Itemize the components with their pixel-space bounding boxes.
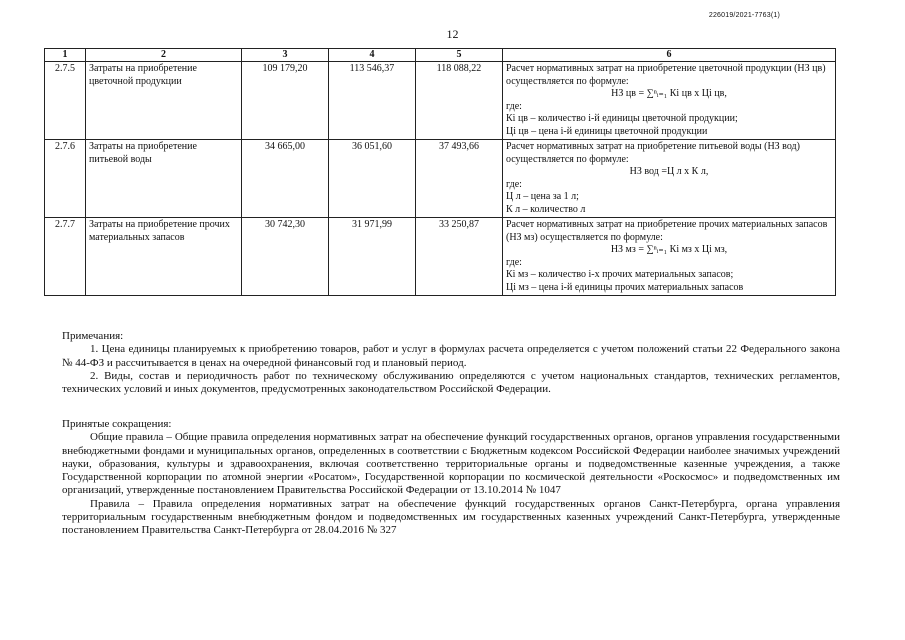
row-name: Затраты на приобретение питьевой воды [86, 140, 242, 218]
abbreviations-title: Принятые сокращения: [62, 418, 172, 430]
table-row [45, 140, 836, 218]
definition: Кi цв – количество i-й единицы цветочной продукции; [506, 113, 738, 124]
definition: Цi цв – цена i-й единицы цветочной продукции [506, 125, 708, 137]
definition: Цi мз – цена i-й единицы прочих материальных запасов [506, 281, 744, 293]
definition: К л – количество л [506, 203, 586, 215]
note-item: 2. Виды, состав и периодичность работ по техническому обслуживанию определяются с учетом национальных стандартов, технических регламентов, технических условий и иных документов, предусмотренных законодательством Российской Федерации. [62, 369, 840, 396]
column-header: 6 [503, 49, 836, 62]
column-header: 4 [329, 49, 416, 62]
row-value-1: 109 179,20 [242, 62, 329, 140]
row-description [503, 140, 836, 218]
description-intro: Расчет нормативных затрат на приобретение питьевой воды (НЗ вод) осуществляется по формуле: [506, 141, 800, 165]
row-description [503, 218, 836, 296]
row-value-3: 37 493,66 [416, 140, 503, 218]
row-name: Затраты на приобретение цветочной продукции [86, 62, 242, 140]
where-label: где: [506, 100, 522, 112]
row-value-1: 34 665,00 [242, 140, 329, 218]
row-value-2: 36 051,60 [329, 140, 416, 218]
row-code: 2.7.7 [45, 218, 86, 296]
column-header: 3 [242, 49, 329, 62]
cost-table [44, 48, 836, 296]
page-number: 12 [446, 27, 459, 41]
row-code: 2.7.5 [45, 62, 86, 140]
definition: Ц л – цена за 1 л; [506, 191, 579, 202]
abbreviations-section [62, 418, 840, 538]
notes-title: Примечания: [62, 330, 124, 342]
abbreviation-paragraph: Общие правила – Общие правила определения нормативных затрат на обеспечение функций государственных органов, органов управления государственными внебюджетными фондами и муниципальных органов, определенных в соответствии с Бюджетным кодексом Российской Федерации наиболее значимых учреждений науки, образования, культуры и здравоохранения, включая соответственно территориальные органы и подведомственные казенные учреждения, а также Государственной корпорации по атомной энергии «Росатом», Государственной корпорации по космической деятельности «Роскосмос» и подведомственных им организаций, утвержденные постановлением Правительства Российской Федерации от 13.10.2014 № 1047 [62, 431, 840, 497]
table-row [45, 218, 836, 296]
note-item: 1. Цена единицы планируемых к приобретению товаров, работ и услуг в формулах расчета определяется с учетом положений статьи 22 Федерального закона № 44-ФЗ и рассчитывается в ценах на очередной финансовый год и плановый период. [62, 343, 840, 369]
row-value-2: 113 546,37 [329, 62, 416, 140]
row-description [503, 62, 836, 140]
column-header: 1 [45, 49, 86, 62]
row-value-2: 31 971,99 [329, 218, 416, 296]
row-value-3: 118 088,22 [416, 62, 503, 140]
formula: НЗ цв = ∑ⁿᵢ₌₁ Кi цв х Цi цв, [611, 88, 727, 99]
row-value-3: 33 250,87 [416, 218, 503, 296]
table-row [45, 62, 836, 140]
abbreviation-paragraph: Правила – Правила определения нормативных затрат на обеспечение функций государственных органов Санкт-Петербурга, органа управления территориальным государственным внебюджетным фондом и подведомственных им государственных казенных учреждений Санкт-Петербурга, утвержденные постановлением Правительства Санкт-Петербурга от 28.04.2016 № 327 [62, 497, 840, 537]
where-label: где: [506, 178, 522, 190]
definition: Кi мз – количество i-х прочих материальных запасов; [506, 269, 734, 280]
notes-section [62, 330, 840, 396]
row-name: Затраты на приобретение прочих материальных запасов [86, 218, 242, 296]
column-header: 2 [86, 49, 242, 62]
row-value-1: 30 742,30 [242, 218, 329, 296]
row-code: 2.7.6 [45, 140, 86, 218]
description-intro: Расчет нормативных затрат на приобретение прочих материальных запасов (НЗ мз) осуществляется по формуле: [506, 219, 828, 243]
table-header-row [45, 49, 836, 62]
column-header: 5 [416, 49, 503, 62]
document-id: 226019/2021-7763(1) [708, 12, 780, 19]
formula: НЗ вод =Ц л х К л, [629, 166, 709, 177]
formula: НЗ мз = ∑ⁿᵢ₌₁ Кi мз х Цi мз, [610, 244, 728, 255]
description-intro: Расчет нормативных затрат на приобретение цветочной продукции (НЗ цв) осуществляется по формуле: [506, 63, 826, 87]
where-label: где: [506, 256, 522, 268]
